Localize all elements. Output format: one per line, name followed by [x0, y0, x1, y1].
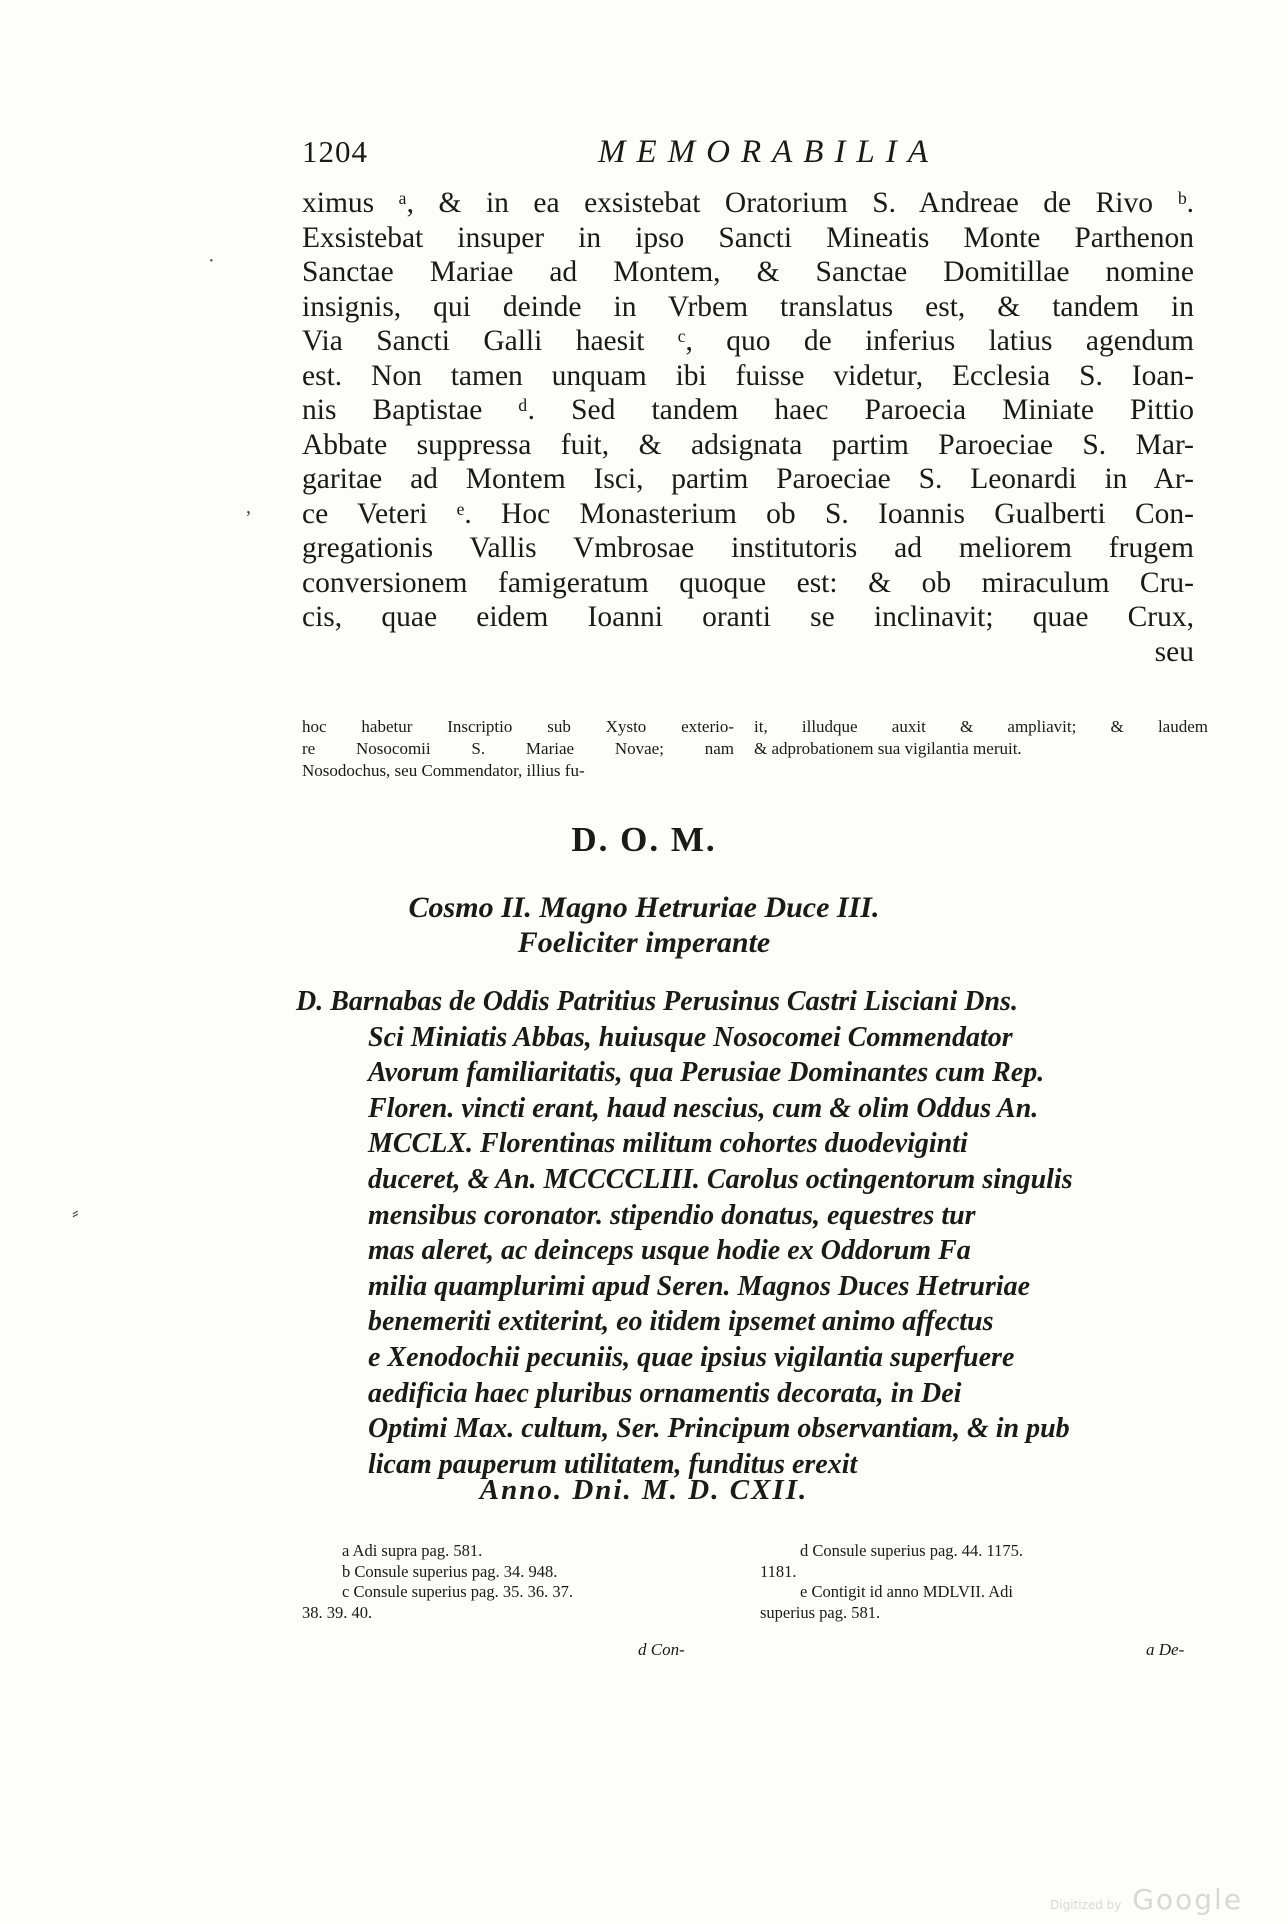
footnote-c: c Consule superius pag. 35. 36. 37.: [342, 1582, 573, 1601]
catchword-right: a De-: [1146, 1640, 1185, 1659]
footnote-c-cont: 38. 39. 40.: [302, 1602, 373, 1622]
running-title: MEMORABILIA: [598, 134, 939, 170]
margin-dot: ,: [246, 496, 251, 518]
catchword-left: d Con-: [638, 1640, 685, 1659]
inscription-line: Floren. vincti erant, haud nescius, cum & olim Oddus An.: [368, 1092, 1039, 1124]
inscription-date: Anno. Dni. M. D. CXII.: [479, 1474, 809, 1506]
footnotes-right: [760, 1541, 1200, 1623]
margin-mark: ⸗: [72, 1202, 79, 1224]
footnote-line: re Nosocomii S. Mariae Novae; nam: [302, 739, 734, 758]
watermark-prefix: Digitized by: [1050, 1898, 1122, 1912]
text-line: garitae ad Montem Isci, partim Paroeciae S. Leonardi in Ar-: [302, 463, 1194, 495]
inscription-heading: D. O. M.: [571, 820, 717, 859]
footnote-line: & adprobationem sua vigilantia meruit.: [754, 739, 1022, 758]
footnote-d-cont: 1181.: [760, 1561, 797, 1581]
text-line: Sanctae Mariae ad Montem, & Sanctae Domitillae nomine: [302, 256, 1194, 288]
inscription-line: duceret, & An. MCCCCLIII. Carolus octingentorum singulis: [368, 1163, 1073, 1195]
footnote-line: it, illudque auxit & ampliavit; & laudem: [754, 717, 1208, 736]
watermark-logo: Google: [1132, 1883, 1244, 1916]
page-number: 1204: [302, 134, 368, 169]
inscription-line: mensibus coronator. stipendio donatus, equestres tur: [368, 1199, 976, 1231]
text-line: insignis, qui deinde in Vrbem translatus est, & tandem in: [302, 290, 1194, 323]
footnote-e: e Contigit id anno MDLVII. Adi: [800, 1582, 1013, 1601]
google-watermark: [1050, 1883, 1243, 1916]
text-line: cis, quae eidem Ioanni oranti se inclinavit; quae Crux,: [302, 601, 1194, 633]
margin-dot: ·: [208, 250, 215, 272]
footnotes-left: [302, 1541, 722, 1623]
footnote-a: a Adi supra pag. 581.: [342, 1541, 483, 1560]
inscription-line: e Xenodochii pecuniis, quae ipsius vigilantia superfuere: [368, 1341, 1015, 1373]
inscription-line: milia quamplurimi apud Seren. Magnos Duces Hetruriae: [368, 1270, 1030, 1302]
inscription-line: benemeriti extiterint, eo itidem ipsemet animo affectus: [368, 1306, 994, 1338]
inscription-line: Sci Miniatis Abbas, huiusque Nosocomei Commendator: [368, 1021, 1013, 1053]
text-line: Via Sancti Galli haesit ᶜ, quo de inferius latius agendum: [302, 325, 1194, 357]
text-line: ce Veteri ᵉ. Hoc Monasterium ob S. Ioannis Gualberti Con-: [302, 497, 1194, 530]
text-line: est. Non tamen unquam ibi fuisse videtur, Ecclesia S. Ioan-: [302, 359, 1194, 392]
footnote-d: d Consule superius pag. 44. 1175.: [800, 1541, 1024, 1560]
column-footnote-left: [302, 716, 734, 782]
catchword-line: seu: [1154, 635, 1194, 668]
text-line: Exsistebat insuper in ipso Sancti Mineatis Monte Parthenon: [302, 221, 1194, 254]
text-line: nis Baptistae ᵈ. Sed tandem haec Paroecia Miniate Pittio: [302, 394, 1194, 426]
footnote-line: hoc habetur Inscriptio sub Xysto exterio-: [302, 717, 734, 736]
inscription-line: Optimi Max. cultum, Ser. Principum observantiam, & in pub: [368, 1413, 1070, 1445]
footnote-e-cont: superius pag. 581.: [760, 1602, 881, 1622]
inscription-line: MCCLX. Florentinas militum cohortes duodeviginti: [368, 1128, 968, 1160]
text-line: ximus ᵃ, & in ea exsistebat Oratorium S. Andreae de Rivo ᵇ.: [302, 187, 1194, 219]
inscription-line: mas aleret, ac deinceps usque hodie ex Oddorum Fa: [368, 1235, 971, 1267]
inscription-dedication-2: Foeliciter imperante: [517, 926, 771, 959]
inscription-line: licam pauperum utilitatem, funditus erexit: [368, 1448, 858, 1480]
inscription-line: aedificia haec pluribus ornamentis decorata, in Dei: [368, 1377, 962, 1409]
text-line: conversionem famigeratum quoque est: & ob miraculum Cru-: [302, 566, 1194, 599]
column-footnote-right: [754, 716, 1208, 760]
main-text: [302, 186, 1194, 669]
page-header: [302, 134, 1202, 174]
footnote-line: Nosodochus, seu Commendator, illius fu-: [302, 761, 585, 780]
inscription-body: [296, 984, 1196, 1482]
inscription-dedication: Cosmo II. Magno Hetruriae Duce III.: [408, 891, 880, 924]
text-line: gregationis Vallis Vmbrosae institutoris ad meliorem frugem: [302, 532, 1194, 564]
text-line: Abbate suppressa fuit, & adsignata partim Paroeciae S. Mar-: [302, 428, 1194, 461]
footnote-b: b Consule superius pag. 34. 948.: [342, 1561, 558, 1581]
inscription-line: Avorum familiaritatis, qua Perusiae Dominantes cum Rep.: [368, 1057, 1045, 1089]
inscription-line: D. Barnabas de Oddis Patritius Perusinus Castri Lisciani Dns.: [296, 986, 1018, 1017]
